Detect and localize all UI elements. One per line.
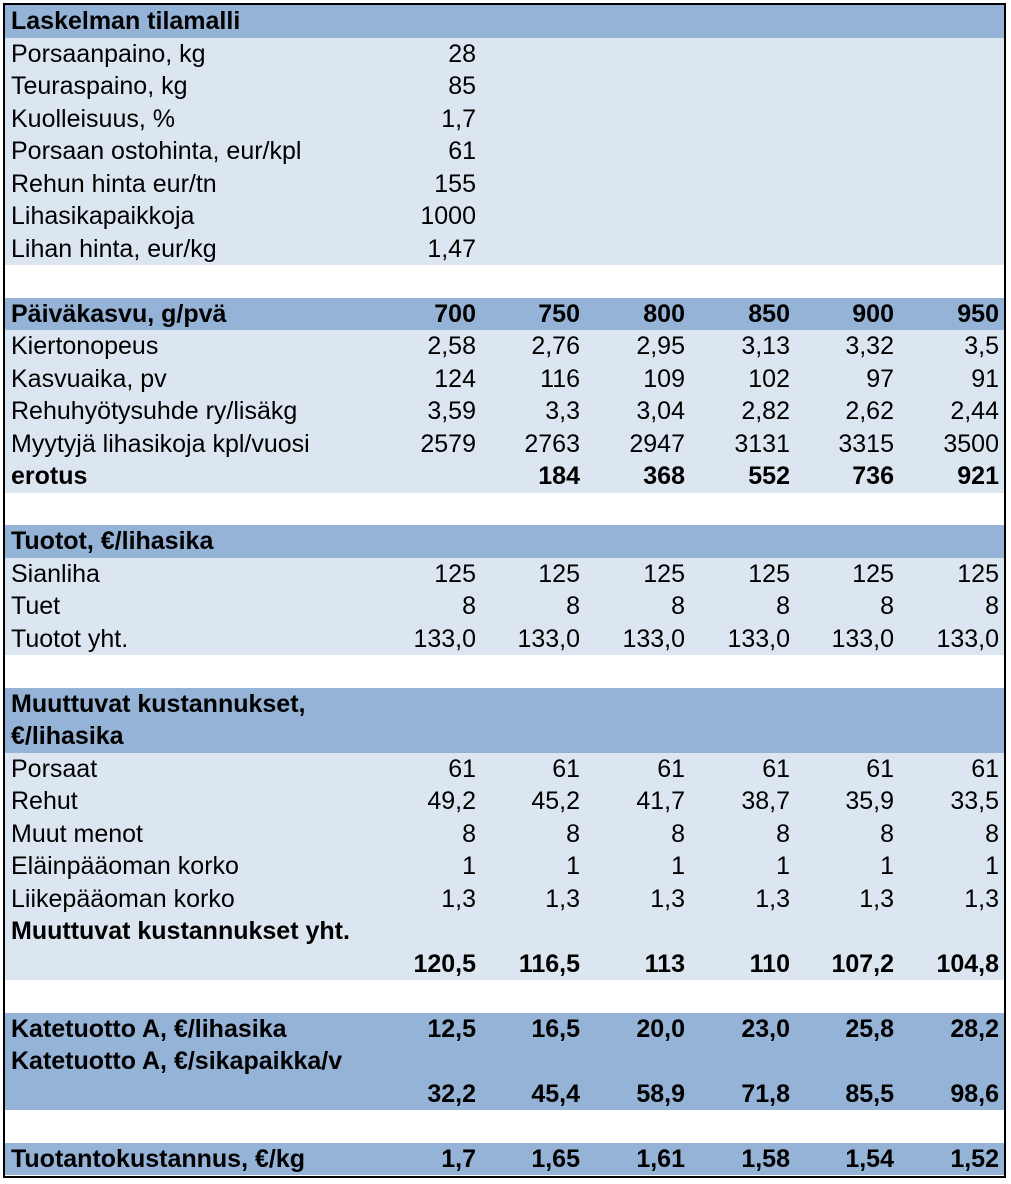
cell-value: 1,54 bbox=[845, 1144, 894, 1173]
cell-value: 900 bbox=[852, 299, 894, 328]
cell-value: 3,04 bbox=[636, 397, 685, 425]
cell-value: 85,5 bbox=[845, 1079, 894, 1108]
cell-value: 61 bbox=[552, 754, 580, 783]
income-header-row bbox=[5, 525, 1004, 558]
cell-value: 133,0 bbox=[517, 624, 580, 653]
cell-value: 8 bbox=[776, 592, 790, 620]
spacer-row bbox=[5, 265, 1004, 298]
cell-value: 97 bbox=[866, 364, 894, 393]
cell-value: 61 bbox=[971, 754, 999, 783]
cell-value: 28,2 bbox=[950, 1014, 999, 1043]
spacer-row bbox=[5, 1110, 1004, 1143]
cell-value: 2579 bbox=[420, 429, 476, 458]
cell-value: 3131 bbox=[734, 429, 790, 458]
income-row-subsidies bbox=[5, 590, 1004, 623]
cell-value: 20,0 bbox=[636, 1014, 685, 1043]
cell-value: 133,0 bbox=[936, 624, 999, 653]
cell-value: 116,5 bbox=[518, 949, 580, 978]
cell-value: 2,44 bbox=[950, 397, 999, 425]
cell-value: 1,52 bbox=[950, 1144, 999, 1173]
growth-row-pigs-sold bbox=[5, 428, 1004, 461]
cell-value: 113 bbox=[644, 949, 685, 978]
cell-value: 61 bbox=[448, 754, 476, 783]
row-label: Porsaat bbox=[11, 754, 98, 783]
row-label: Muuttuvat kustannukset yht. bbox=[11, 917, 350, 945]
row-label: Kuolleisuus, % bbox=[11, 104, 175, 133]
cell-value: 133,0 bbox=[622, 624, 685, 653]
cell-value: 3,59 bbox=[427, 397, 476, 425]
cell-value: 2,82 bbox=[741, 397, 790, 425]
cell-value: 45,2 bbox=[531, 787, 580, 815]
cell-value: 8 bbox=[671, 592, 685, 620]
cell-value: 85 bbox=[448, 72, 476, 100]
cell-value: 98,6 bbox=[950, 1079, 999, 1108]
costs-header-row bbox=[5, 688, 1004, 753]
row-label: Tuotantokustannus, €/kg bbox=[11, 1144, 305, 1173]
cell-value: 125 bbox=[538, 559, 580, 588]
spacer-row bbox=[5, 493, 1004, 526]
cell-value: 8 bbox=[776, 819, 790, 848]
row-label: Myytyjä lihasikoja kpl/vuosi bbox=[11, 429, 310, 458]
cell-value: 1,58 bbox=[741, 1144, 790, 1173]
cell-value: 110 bbox=[749, 949, 790, 978]
cell-value: 3315 bbox=[838, 429, 894, 458]
costs-row-feeds bbox=[5, 785, 1004, 818]
cell-value: 2,95 bbox=[636, 332, 685, 360]
cell-value: 950 bbox=[957, 299, 999, 328]
param-row-mortality bbox=[5, 103, 1004, 136]
cell-value: 1,7 bbox=[441, 1144, 476, 1173]
row-label: Porsaan ostohinta, eur/kpl bbox=[11, 137, 302, 165]
cell-value: 33,5 bbox=[950, 787, 999, 815]
cell-value: 8 bbox=[880, 819, 894, 848]
param-row-feed-price bbox=[5, 168, 1004, 201]
cell-value: 1 bbox=[462, 852, 476, 880]
cell-value: 133,0 bbox=[727, 624, 790, 653]
cell-value: 184 bbox=[538, 462, 580, 490]
cell-value: 133,0 bbox=[831, 624, 894, 653]
cell-value: 850 bbox=[748, 299, 790, 328]
row-label: Tuotot yht. bbox=[11, 624, 129, 653]
cell-value: 125 bbox=[852, 559, 894, 588]
cell-value: 102 bbox=[748, 364, 790, 393]
spacer-row bbox=[5, 655, 1004, 688]
row-label: erotus bbox=[11, 462, 88, 490]
production-cost-row bbox=[5, 1143, 1004, 1176]
cell-value: 125 bbox=[643, 559, 685, 588]
cell-value: 8 bbox=[985, 592, 999, 620]
income-row-total bbox=[5, 623, 1004, 656]
cell-value: 16,5 bbox=[531, 1014, 580, 1043]
growth-row-turnover bbox=[5, 330, 1004, 363]
cell-value: 35,9 bbox=[845, 787, 894, 815]
row-label: Porsaanpaino, kg bbox=[11, 39, 206, 68]
cell-value: 8 bbox=[462, 819, 476, 848]
cell-value: 45,4 bbox=[531, 1079, 580, 1108]
cell-value: 552 bbox=[748, 462, 790, 490]
cell-value: 368 bbox=[643, 462, 685, 490]
cell-value: 2,58 bbox=[427, 332, 476, 360]
margin-row-per-place bbox=[5, 1045, 1004, 1110]
cell-value: 2,62 bbox=[845, 397, 894, 425]
cell-value: 25,8 bbox=[845, 1014, 894, 1043]
cell-value: 3,13 bbox=[741, 332, 790, 360]
cell-value: 1,61 bbox=[636, 1144, 685, 1173]
cell-value: 8 bbox=[462, 592, 476, 620]
growth-row-difference bbox=[5, 460, 1004, 493]
row-label: Tuet bbox=[11, 592, 61, 620]
cell-value: 125 bbox=[434, 559, 476, 588]
cell-value: 133,0 bbox=[413, 624, 476, 653]
cell-value: 28 bbox=[448, 39, 476, 68]
cell-value: 1,3 bbox=[650, 884, 685, 913]
cell-value: 8 bbox=[566, 592, 580, 620]
param-row-pig-places bbox=[5, 200, 1004, 233]
row-label: Lihan hinta, eur/kg bbox=[11, 234, 217, 263]
cell-value: 3500 bbox=[943, 429, 999, 458]
cell-value: 3,3 bbox=[545, 397, 580, 425]
cell-value: 32,2 bbox=[427, 1079, 476, 1108]
cell-value: 1,3 bbox=[859, 884, 894, 913]
cell-value: 3,32 bbox=[845, 332, 894, 360]
cell-value: 125 bbox=[957, 559, 999, 588]
cell-value: 750 bbox=[538, 299, 580, 328]
growth-row-feed-efficiency bbox=[5, 395, 1004, 428]
cell-value: 736 bbox=[852, 462, 894, 490]
cell-value: 1,65 bbox=[531, 1144, 580, 1173]
row-label: Muut menot bbox=[11, 819, 144, 848]
cell-value: 125 bbox=[748, 559, 790, 588]
cell-value: 2763 bbox=[524, 429, 580, 458]
row-label: Liikepääoman korko bbox=[11, 884, 235, 913]
cell-value: 3,5 bbox=[964, 332, 999, 360]
cell-value: 8 bbox=[985, 819, 999, 848]
cell-value: 23,0 bbox=[741, 1014, 790, 1043]
cell-value: 1,3 bbox=[441, 884, 476, 913]
cell-value: 61 bbox=[762, 754, 790, 783]
cell-value: 1,47 bbox=[427, 234, 476, 263]
spreadsheet-table bbox=[3, 3, 1006, 1178]
cell-value: 921 bbox=[957, 462, 999, 490]
income-row-pork bbox=[5, 558, 1004, 591]
param-row-slaughter-weight bbox=[5, 70, 1004, 103]
cell-value: 1 bbox=[880, 852, 894, 880]
row-label: Sianliha bbox=[11, 559, 100, 588]
row-label: Rehut bbox=[11, 787, 78, 815]
cell-value: 116 bbox=[540, 364, 580, 393]
growth-header-row bbox=[5, 298, 1004, 331]
param-row-meat-price bbox=[5, 233, 1004, 266]
spacer-row bbox=[5, 980, 1004, 1013]
cell-value: 49,2 bbox=[427, 787, 476, 815]
cell-value: 1,3 bbox=[964, 884, 999, 913]
row-label: Teuraspaino, kg bbox=[11, 72, 188, 100]
row-label: Tuotot, €/lihasika bbox=[11, 527, 214, 555]
cell-value: 1,7 bbox=[441, 104, 476, 133]
costs-row-other bbox=[5, 818, 1004, 851]
row-label: Muuttuvat kustannukset, €/lihasika bbox=[11, 689, 306, 750]
row-label: Katetuotto A, €/lihasika bbox=[11, 1014, 287, 1043]
margin-row-per-pig bbox=[5, 1013, 1004, 1046]
cell-value: 104,8 bbox=[936, 949, 999, 978]
cell-value: 61 bbox=[657, 754, 685, 783]
cell-value: 38,7 bbox=[741, 787, 790, 815]
row-label: Rehun hinta eur/tn bbox=[11, 169, 217, 198]
cell-value: 800 bbox=[643, 299, 685, 328]
costs-row-total bbox=[5, 915, 1004, 980]
cell-value: 71,8 bbox=[741, 1079, 790, 1108]
cell-value: 1 bbox=[671, 852, 685, 880]
cell-value: 107,2 bbox=[831, 949, 894, 978]
cell-value: 12,5 bbox=[427, 1014, 476, 1043]
cell-value: 8 bbox=[671, 819, 685, 848]
cell-value: 1000 bbox=[420, 202, 476, 230]
growth-row-growing-time bbox=[5, 363, 1004, 396]
cell-value: 2947 bbox=[629, 429, 685, 458]
cell-value: 120,5 bbox=[413, 949, 476, 978]
cell-value: 1,3 bbox=[755, 884, 790, 913]
title-row bbox=[5, 5, 1004, 38]
costs-row-piglets bbox=[5, 753, 1004, 786]
cell-value: 91 bbox=[971, 364, 999, 393]
cell-value: 155 bbox=[434, 169, 476, 198]
cell-value: 124 bbox=[434, 364, 476, 393]
cell-value: 61 bbox=[866, 754, 894, 783]
row-label: Katetuotto A, €/sikapaikka/v bbox=[11, 1047, 343, 1075]
costs-row-animal-capital-interest bbox=[5, 850, 1004, 883]
row-label: Kiertonopeus bbox=[11, 332, 159, 360]
cell-value: 1,3 bbox=[545, 884, 580, 913]
cell-value: 700 bbox=[434, 299, 476, 328]
costs-row-working-capital-interest bbox=[5, 883, 1004, 916]
row-label: Rehuhyötysuhde ry/lisäkg bbox=[11, 397, 298, 425]
sheet-title: Laskelman tilamalli bbox=[11, 7, 241, 35]
cell-value: 8 bbox=[566, 819, 580, 848]
cell-value: 2,76 bbox=[531, 332, 580, 360]
cell-value: 1 bbox=[566, 852, 580, 880]
cell-value: 61 bbox=[448, 137, 476, 165]
cell-value: 109 bbox=[643, 364, 685, 393]
param-row-piglet-price bbox=[5, 135, 1004, 168]
param-row-piglet-weight bbox=[5, 38, 1004, 71]
cell-value: 8 bbox=[880, 592, 894, 620]
cell-value: 58,9 bbox=[636, 1079, 685, 1108]
cell-value: 1 bbox=[985, 852, 999, 880]
cell-value: 41,7 bbox=[636, 787, 685, 815]
row-label: Eläinpääoman korko bbox=[11, 852, 239, 880]
cell-value: 1 bbox=[776, 852, 790, 880]
row-label: Kasvuaika, pv bbox=[11, 364, 167, 393]
row-label: Päiväkasvu, g/pvä bbox=[11, 299, 227, 328]
row-label: Lihasikapaikkoja bbox=[11, 202, 195, 230]
